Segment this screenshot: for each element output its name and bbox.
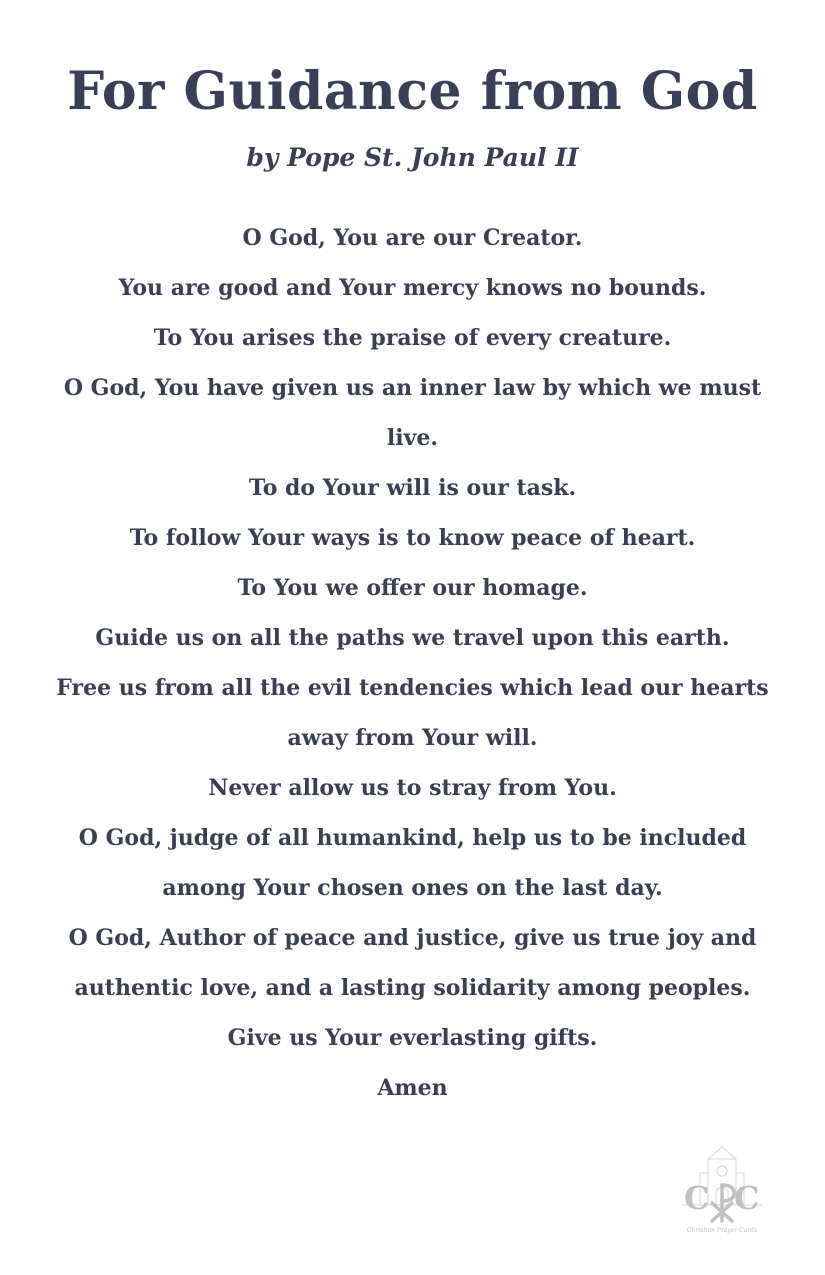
prayer-line: You are good and Your mercy knows no bounds. — [118, 275, 707, 301]
prayer-line: Free us from all the evil tendencies which lead our hearts away from Your will. — [56, 675, 769, 751]
prayer-line: To You arises the praise of every creature. — [153, 325, 672, 351]
prayer-line: Never allow us to stray from You. — [208, 775, 617, 801]
logo-caption: Christian Prayer Cards — [686, 1227, 758, 1234]
prayer-line: O God, You are our Creator. — [242, 225, 583, 251]
logo-letter-c1: C — [684, 1179, 710, 1217]
prayer-line: O God, You have given us an inner law by which we must live. — [63, 375, 762, 451]
prayer-body — [40, 213, 785, 1113]
prayer-line: Give us Your everlasting gifts. — [227, 1025, 598, 1051]
logo-letter-c2: C — [734, 1179, 760, 1217]
prayer-line: O God, judge of all humankind, help us to be included among Your chosen ones on the last day. — [78, 825, 747, 901]
prayer-amen: Amen — [377, 1075, 448, 1101]
prayer-line: To follow Your ways is to know peace of heart. — [129, 525, 696, 551]
church-chi-rho-logo-icon — [678, 1145, 766, 1239]
prayer-line: To You we offer our homage. — [237, 575, 588, 601]
page-title: For Guidance from God — [67, 61, 758, 122]
prayer-line: To do Your will is our task. — [248, 475, 577, 501]
prayer-line: O God, Author of peace and justice, give us true joy and authentic love, and a lasting solidarity among peoples. — [68, 925, 757, 1001]
prayer-line: Guide us on all the paths we travel upon this earth. — [95, 625, 730, 651]
logo-graphic — [678, 1145, 766, 1227]
page-subtitle: by Pope St. John Paul II — [246, 143, 579, 172]
